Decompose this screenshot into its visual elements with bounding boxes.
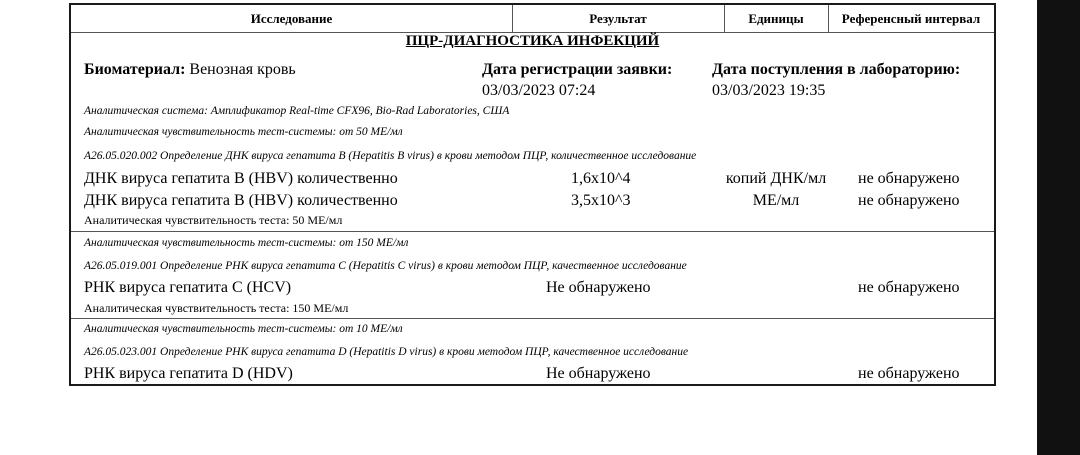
- row-hdv-name: РНК вируса гепатита D (HDV): [84, 365, 293, 382]
- block-divider-2: [71, 318, 994, 319]
- row-hcv-result: Не обнаружено: [546, 279, 651, 296]
- lab-report-table: [69, 3, 996, 386]
- row-hbv-copies-units: копий ДНК/мл: [725, 170, 827, 187]
- row-hbv-copies-result: 1,6x10^4: [571, 170, 631, 187]
- row-hbv-copies-reference: не обнаружено: [858, 170, 960, 187]
- arrival-value: 03/03/2023 19:35: [712, 82, 826, 99]
- header-units: Единицы: [748, 11, 804, 26]
- registration-label: Дата регистрации заявки:: [482, 61, 673, 78]
- right-dark-edge: [1037, 0, 1080, 455]
- block-hbv-sensitivity: Аналитическая чувствительность тест-системы: от 50 МЕ/мл: [84, 126, 403, 138]
- block-hcv-sensitivity: Аналитическая чувствительность тест-системы: от 150 МЕ/мл: [84, 237, 409, 249]
- row-hbv-iu-reference: не обнаружено: [858, 192, 960, 209]
- analytic-system: Аналитическая система: Амплификатор Real-time CFX96, Bio-Rad Laboratories, США: [84, 105, 510, 117]
- block-hcv-method: A26.05.019.001 Определение РНК вируса гепатита С (Hepatitis C virus) в крови методом ПЦР, качественное исследование: [84, 260, 687, 272]
- biomaterial-value: Венозная кровь: [189, 61, 296, 78]
- arrival-label: Дата поступления в лабораторию:: [712, 61, 961, 78]
- row-hcv-name: РНК вируса гепатита С (HCV): [84, 279, 292, 296]
- row-hbv-iu-name: ДНК вируса гепатита В (HBV) количественно: [84, 192, 398, 209]
- header-reference: Референсный интервал: [841, 11, 981, 26]
- row-hcv-note: Аналитическая чувствительность теста: 150 МЕ/мл: [84, 301, 349, 315]
- row-hbv-copies-name: ДНК вируса гепатита В (HBV) количественно: [84, 170, 398, 187]
- block-hdv-method: A26.05.023.001 Определение РНК вируса гепатита D (Hepatitis D virus) в крови методом ПЦР, качественное исследование: [84, 346, 689, 358]
- biomaterial-label: Биоматериал:: [84, 61, 186, 78]
- block-hbv-method: A26.05.020.002 Определение ДНК вируса гепатита В (Hepatitis B virus) в крови методом ПЦР, количественное исследование: [84, 150, 697, 162]
- row-hdv-reference: не обнаружено: [858, 365, 960, 382]
- biomaterial: [84, 61, 296, 79]
- header-study: Исследование: [250, 11, 333, 26]
- row-hbv-iu-result: 3,5x10^3: [571, 192, 631, 209]
- row-hcv-reference: не обнаружено: [858, 279, 960, 296]
- block-hdv-sensitivity: Аналитическая чувствительность тест-системы: от 10 МЕ/мл: [84, 323, 403, 335]
- row-hbv-iu-note: Аналитическая чувствительность теста: 50 МЕ/мл: [84, 213, 343, 227]
- row-hbv-iu-units: МЕ/мл: [752, 192, 800, 209]
- header-result: Результат: [589, 11, 647, 26]
- block-divider-1: [71, 231, 994, 232]
- section-title: ПЦР-ДИАГНОСТИКА ИНФЕКЦИЙ: [405, 33, 660, 49]
- registration-value: 03/03/2023 07:24: [482, 82, 596, 99]
- row-hdv-result: Не обнаружено: [546, 365, 651, 382]
